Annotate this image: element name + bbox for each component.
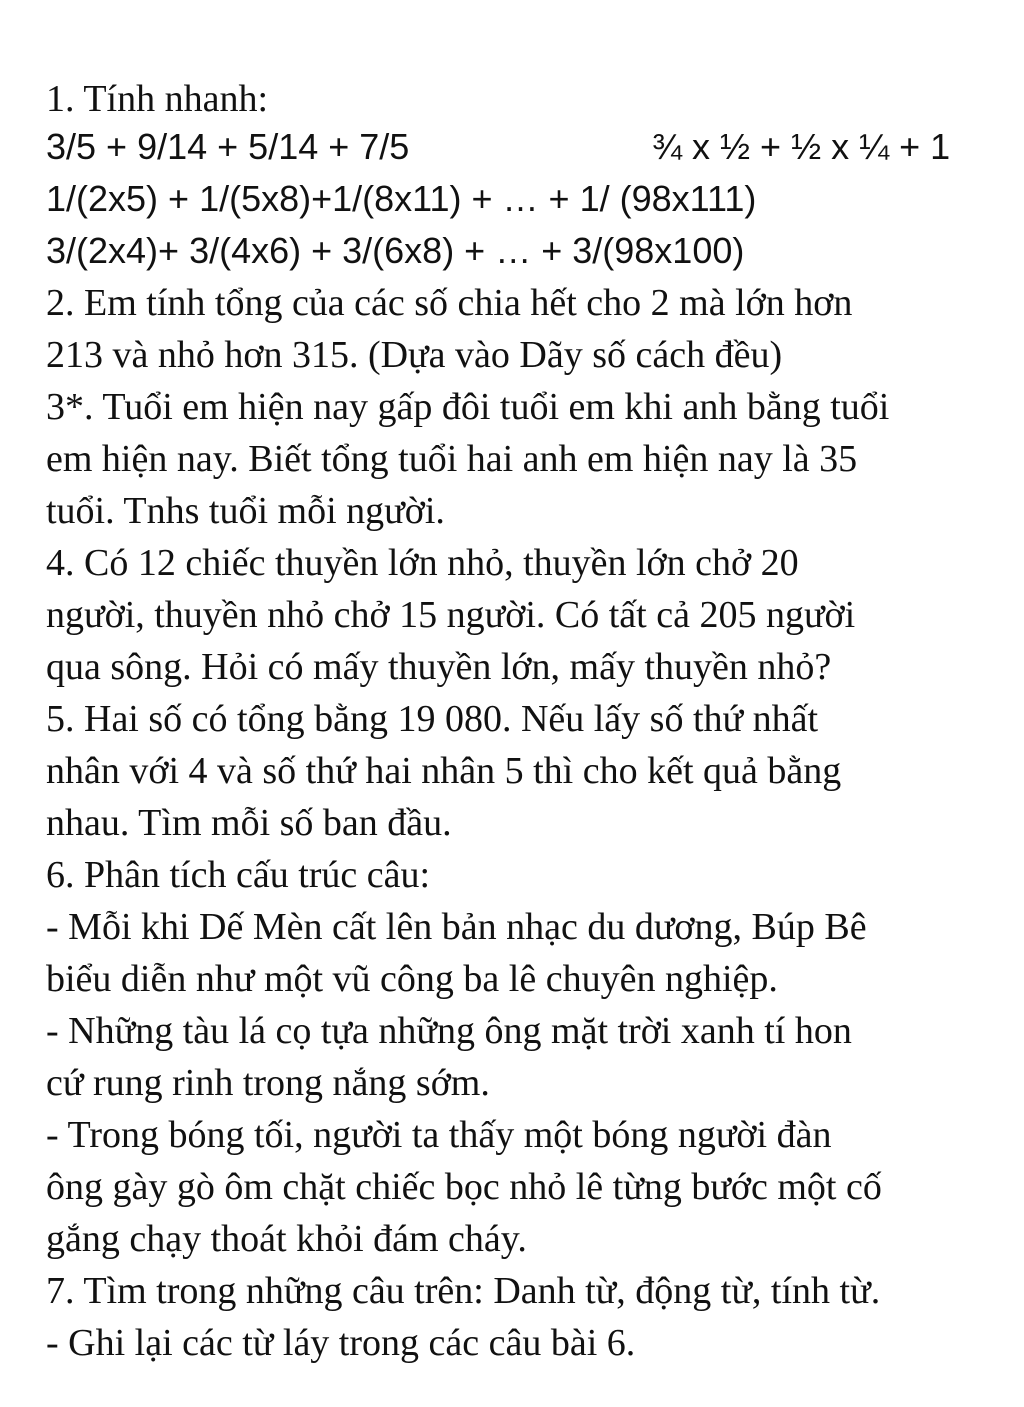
line-13: 5. Hai số có tổng bằng 19 080. Nếu lấy số thứ nhất bbox=[46, 698, 819, 740]
line-20: cứ rung rinh trong nắng sớm. bbox=[46, 1062, 490, 1104]
line-22: ông gày gò ôm chặt chiếc bọc nhỏ lê từng bước một cố bbox=[46, 1166, 882, 1208]
line-23: gắng chạy thoát khỏi đám cháy. bbox=[46, 1218, 527, 1260]
line-9: tuổi. Tnhs tuổi mỗi người. bbox=[46, 490, 445, 532]
line-18: biểu diễn như một vũ công ba lê chuyên nghiệp. bbox=[46, 958, 778, 1000]
line-19: - Những tàu lá cọ tựa những ông mặt trời xanh tí hon bbox=[46, 1010, 852, 1052]
line-12: qua sông. Hỏi có mấy thuyền lớn, mấy thuyền nhỏ? bbox=[46, 646, 832, 688]
line-1: 1. Tính nhanh: bbox=[46, 78, 269, 120]
line-17: - Mỗi khi Dế Mèn cất lên bản nhạc du dương, Búp Bê bbox=[46, 906, 867, 948]
line-15: nhau. Tìm mỗi số ban đầu. bbox=[46, 802, 452, 844]
line-8: em hiện nay. Biết tổng tuổi hai anh em hiện nay là 35 bbox=[46, 438, 858, 480]
line-10: 4. Có 12 chiếc thuyền lớn nhỏ, thuyền lớn chở 20 bbox=[46, 542, 799, 584]
line-14: nhân với 4 và số thứ hai nhân 5 thì cho kết quả bằng bbox=[46, 750, 842, 792]
line-5: 2. Em tính tổng của các số chia hết cho 2 mà lớn hơn bbox=[46, 282, 853, 324]
line-24: 7. Tìm trong những câu trên: Danh từ, động từ, tính từ. bbox=[46, 1270, 881, 1312]
expression-3: 3/(2x4)+ 3/(4x6) + 3/(6x8) + … + 3/(98x100) bbox=[46, 230, 745, 271]
line-6: 213 và nhỏ hơn 315. (Dựa vào Dãy số cách đều) bbox=[46, 334, 783, 376]
expression-right: ¾ x ½ + ½ x ¼ + 1 bbox=[652, 126, 951, 167]
line-16: 6. Phân tích cấu trúc câu: bbox=[46, 854, 431, 896]
line-7: 3*. Tuổi em hiện nay gấp đôi tuổi em khi anh bằng tuổi bbox=[46, 386, 890, 428]
expression-1: 3/5 + 9/14 + 5/14 + 7/5 bbox=[46, 126, 410, 167]
expression-2: 1/(2x5) + 1/(5x8)+1/(8x11) + … + 1/ (98x111) bbox=[46, 178, 757, 219]
line-25: - Ghi lại các từ láy trong các câu bài 6. bbox=[46, 1322, 636, 1364]
line-21: - Trong bóng tối, người ta thấy một bóng người đàn bbox=[46, 1114, 832, 1156]
line-11: người, thuyền nhỏ chở 15 người. Có tất cả 205 người bbox=[46, 594, 856, 636]
